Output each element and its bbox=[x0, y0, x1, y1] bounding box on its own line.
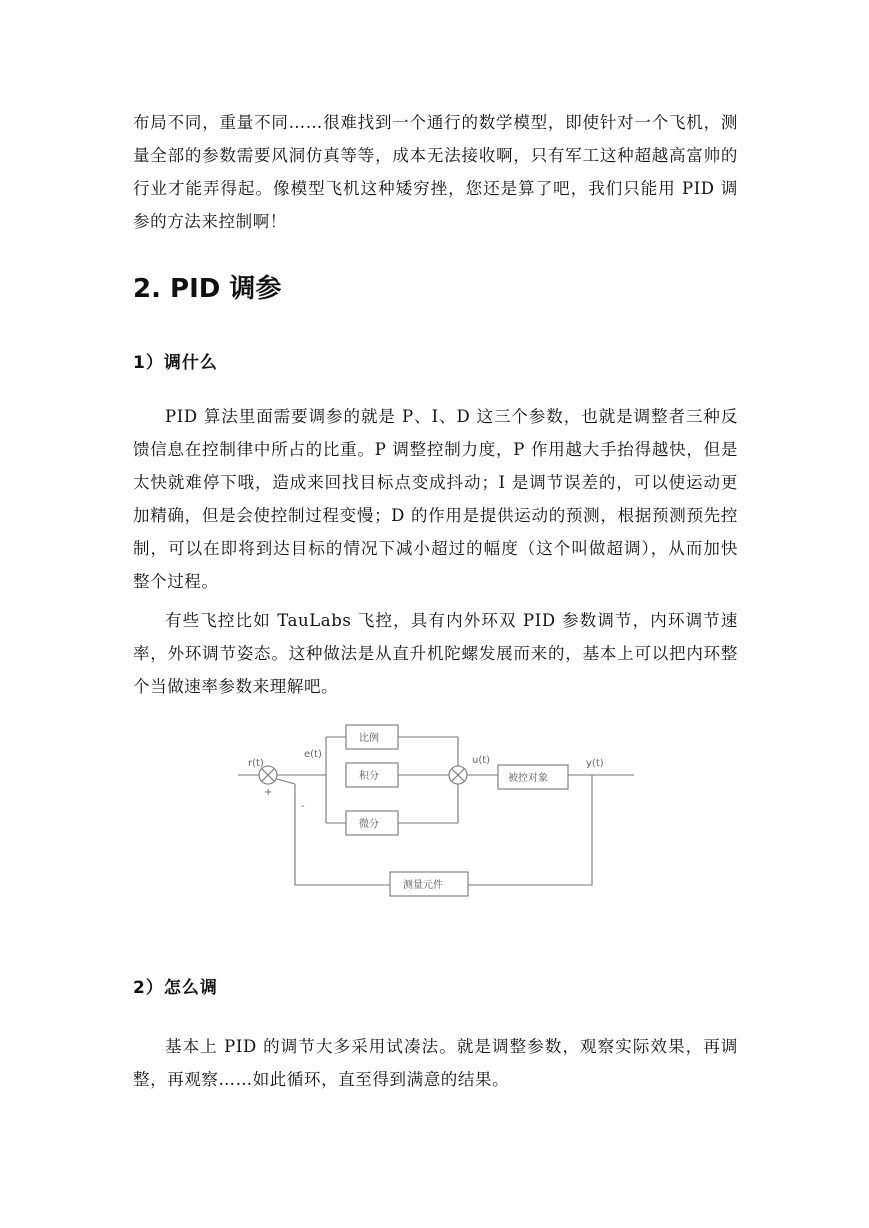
sensor-label: 测量元件 bbox=[403, 880, 443, 891]
pid-block-diagram bbox=[236, 715, 636, 905]
paragraph-trial-method: 基本上 PID 的调节大多采用试凑法。就是调整参数，观察实际效果，再调整，再观察……如此循环，直至得到满意的结果。 bbox=[133, 1037, 738, 1089]
label-r-t: r(t) bbox=[248, 758, 264, 769]
paragraph-intro: 布局不同，重量不同……很难找到一个通行的数学模型，即使针对一个飞机，测量全部的参数需要风洞仿真等等，成本无法接收啊，只有军工这种超越高富帅的行业才能弄得起。像模型飞机这种矮穷挫，您还是算了吧，我们只能用 PID 调参的方法来控制啊！ bbox=[133, 113, 738, 231]
proportional-label: 比例 bbox=[359, 733, 379, 744]
integral-label: 积分 bbox=[359, 771, 379, 782]
label-y-t: y(t) bbox=[586, 758, 604, 769]
label-e-t: e(t) bbox=[304, 749, 322, 760]
label-u-t: u(t) bbox=[472, 755, 491, 766]
derivative-label: 微分 bbox=[359, 819, 379, 830]
paragraph-taulabs: 有些飞控比如 TauLabs 飞控，具有内外环双 PID 参数调节，内环调节速率，外环调节姿态。这种做法是从直升机陀螺发展而来的，基本上可以把内环整个当做速率参数来理解吧。 bbox=[133, 611, 738, 696]
subheading-how-to-tune: 2）怎么调 bbox=[133, 978, 218, 998]
plant-label: 被控对象 bbox=[508, 773, 548, 784]
label-minus: - bbox=[301, 801, 305, 812]
label-plus: + bbox=[264, 787, 273, 798]
paragraph-pid-params: PID 算法里面需要调参的就是 P、I、D 这三个参数，也就是调整者三种反馈信息在控制律中所占的比重。P 调整控制力度，P 作用越大手抬得越快，但是太快就难停下哦，造成来回找目标点变成抖动；I 是调节误差的，可以使运动更加精确，但是会使控制过程变慢；D 的作用是提供运动的预测，根据预测预先控制，可以在即将到达目标的情况下减小超过的幅度（这个叫做超调），从而加快整个过程。 bbox=[133, 407, 738, 591]
subheading-what-to-tune: 1）调什么 bbox=[133, 353, 218, 373]
section-heading: 2. PID 调参 bbox=[133, 274, 282, 304]
